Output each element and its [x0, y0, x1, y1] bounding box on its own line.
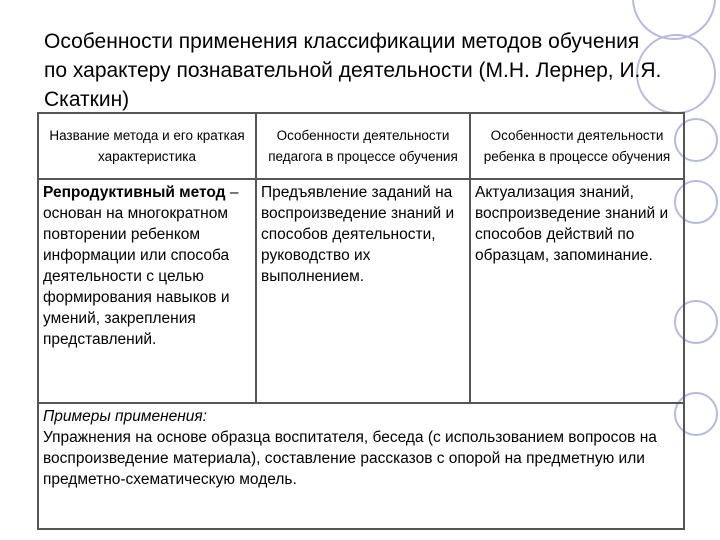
teacher-cell: Предъявление заданий на воспроизведение знаний и способов деятельности, руководство их выполнением. [256, 179, 470, 403]
header-child: Особенности деятельности ребенка в процессе обучения [470, 113, 684, 179]
methods-table [37, 112, 685, 530]
header-teacher: Особенности деятельности педагога в процессе обучения [256, 113, 470, 179]
table-row [38, 179, 684, 403]
child-cell: Актуализация знаний, воспроизведение знаний и способов действий по образцам, запоминание. [470, 179, 684, 403]
page-title: Особенности применения классификации методов обучения по характеру познавательной деятельности (М.Н. Лернер, И.Я. Скаткин) [44, 30, 662, 111]
method-name: Репродуктивный метод [43, 184, 226, 201]
examples-cell [38, 403, 684, 529]
method-description: – основан на многократном повторении ребенком информации или способа деятельности с целью формирования навыков и умений, закрепления представлений. [43, 184, 239, 348]
table-header-row [38, 113, 684, 179]
method-cell [38, 179, 256, 403]
examples-text: Упражнения на основе образца воспитателя, беседа (с использованием вопросов на воспроизведение материала), составление рассказов с опорой на предметную или предметно-схематическую модель. [43, 429, 657, 488]
header-method: Название метода и его краткая характеристика [38, 113, 256, 179]
examples-row [38, 403, 684, 529]
examples-label: Примеры применения: [43, 408, 207, 425]
